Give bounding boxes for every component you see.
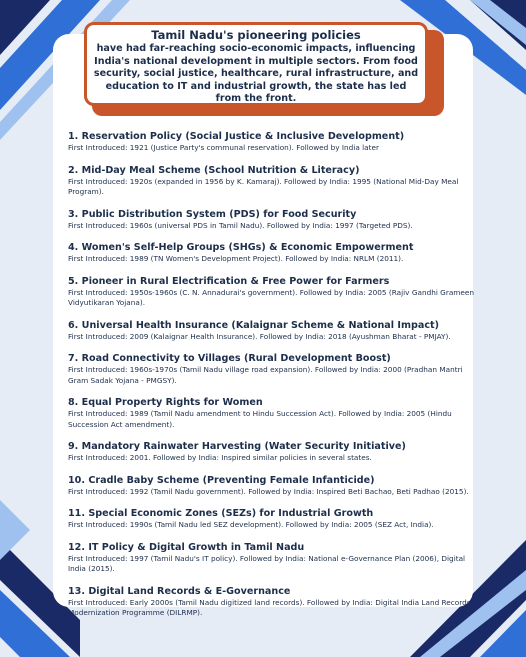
- policy-item: [68, 165, 474, 198]
- policy-description: First Introduced: 1992 (Tamil Nadu government). Followed by India: Inspired Beti Bachao, Beti Padhao (2015).: [68, 486, 469, 496]
- policy-description: First Introduced: 2009 (Kalaignar Health Insurance). Followed by India: 2018 (Ayushman Bharat - PMJAY).: [68, 331, 451, 341]
- policy-item: [68, 242, 474, 265]
- policy-description: First Introduced: 1960s-1970s (Tamil Nadu village road expansion). Followed by India: 2000 (Pradhan Mantri Gram Sadak Yojana - PMGSY).: [68, 365, 463, 385]
- policy-item: [68, 209, 474, 232]
- header-box: [84, 22, 428, 106]
- policy-title: 10. Cradle Baby Scheme (Preventing Female Infanticide): [68, 474, 375, 486]
- policy-item: [68, 131, 474, 154]
- policy-title: 13. Digital Land Records & E-Governance: [68, 585, 291, 597]
- policy-description: First Introduced: 1990s (Tamil Nadu led SEZ development). Followed by India: 2005 (SEZ Act, India).: [68, 520, 434, 529]
- policy-item: [68, 542, 474, 575]
- policy-description: First Introduced: 2001. Followed by India: Inspired similar policies in several states.: [68, 453, 372, 462]
- policy-item: [68, 276, 474, 309]
- policy-title: 9. Mandatory Rainwater Harvesting (Water Security Initiative): [68, 441, 406, 452]
- policy-description: First Introduced: 1989 (Tamil Nadu amendment to Hindu Succession Act). Followed by India: 2005 (Hindu Succession Act amendment).: [68, 409, 452, 429]
- policy-title: 4. Women's Self-Help Groups (SHGs) & Economic Empowerment: [68, 242, 414, 253]
- policy-description: First Introduced: 1920s (expanded in 1956 by K. Kamaraj). Followed by India: 1995 (National Mid-Day Meal Program).: [68, 176, 459, 196]
- policy-title: 7. Road Connectivity to Villages (Rural Development Boost): [68, 353, 391, 364]
- policy-title: 3. Public Distribution System (PDS) for Food Security: [68, 208, 357, 220]
- intro-text: have had far-reaching socio-economic impacts, influencing India's national development in multiple sectors. From food security, social justice, healthcare, rural infrastructure, and education to IT and industrial growth, the state has led from the front.: [93, 43, 419, 104]
- policy-title: 11. Special Economic Zones (SEZs) for Industrial Growth: [68, 508, 374, 519]
- policy-item: [68, 508, 474, 531]
- policy-title: 8. Equal Property Rights for Women: [68, 397, 263, 408]
- policy-item: [68, 353, 474, 386]
- policy-item: [68, 475, 474, 498]
- policy-description: First Introduced: 1989 (TN Women's Development Project). Followed by India: NRLM (2011).: [68, 254, 404, 263]
- policy-item: [68, 320, 474, 343]
- page-title: Tamil Nadu's pioneering policies: [151, 28, 361, 42]
- policy-description: First Introduced: 1960s (universal PDS in Tamil Nadu). Followed by India: 1997 (Targeted PDS).: [68, 220, 413, 230]
- policy-description: First Introduced: 1921 (Justice Party's communal reservation). Followed by India later: [68, 143, 379, 152]
- policy-description: First Introduced: Early 2000s (Tamil Nadu digitized land records). Followed by India: Digital India Land Records Modernization Programme (DILRMP).: [68, 597, 471, 617]
- policy-title: 6. Universal Health Insurance (Kalaignar Scheme & National Impact): [68, 319, 439, 331]
- policy-item: [68, 586, 474, 619]
- policy-description: First Introduced: 1950s-1960s (C. N. Annadurai's government). Followed by India: 2005 (Rajiv Gandhi Grameen Vidyutikaran Yojana).: [68, 287, 475, 307]
- policy-title: 5. Pioneer in Rural Electrification & Free Power for Farmers: [68, 275, 390, 287]
- policy-title: 2. Mid-Day Meal Scheme (School Nutrition & Literacy): [68, 164, 360, 176]
- policy-title: 1. Reservation Policy (Social Justice & Inclusive Development): [68, 131, 405, 142]
- policy-item: [68, 397, 474, 430]
- policy-item: [68, 441, 474, 464]
- policy-list: [68, 131, 474, 630]
- policy-description: First Introduced: 1997 (Tamil Nadu's IT policy). Followed by India: National e-Governance Plan (2006), Digital India (2015).: [68, 553, 466, 573]
- policy-title: 12. IT Policy & Digital Growth in Tamil Nadu: [68, 541, 305, 553]
